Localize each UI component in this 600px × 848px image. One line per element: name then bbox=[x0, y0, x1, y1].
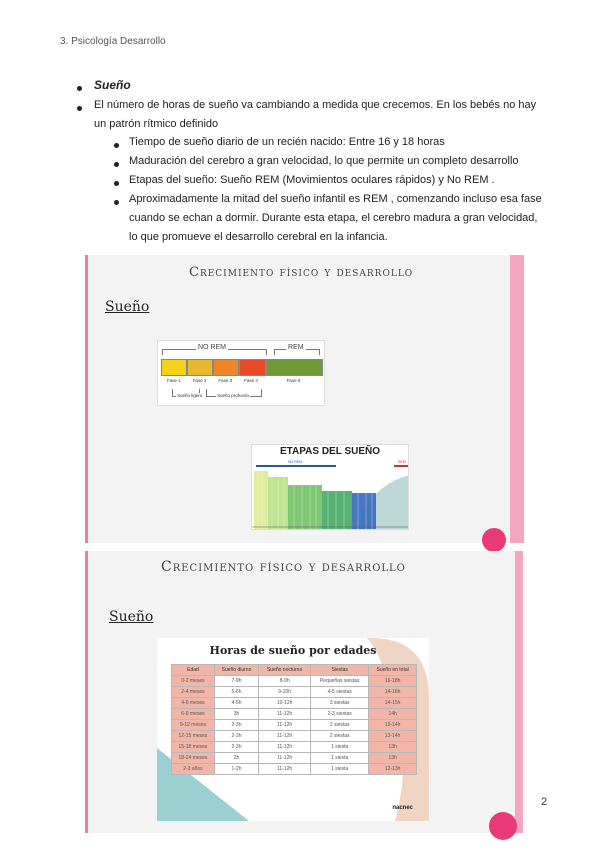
table-cell: 2-3h bbox=[214, 731, 258, 742]
stages-image-title: ETAPAS DEL SUEÑO bbox=[279, 446, 380, 457]
phase-labels bbox=[161, 378, 323, 383]
slide-2-right-bar bbox=[515, 551, 523, 833]
slide-title: Crecimiento físico y desarrollo bbox=[161, 559, 406, 575]
table-cell: 11-12h bbox=[259, 753, 311, 764]
table-row bbox=[172, 731, 417, 742]
document-header: 3. Psicología Desarrollo bbox=[60, 36, 166, 47]
table-cell: 13h bbox=[369, 742, 417, 753]
table-row bbox=[172, 742, 417, 753]
table-cell: 11-12h bbox=[259, 742, 311, 753]
table-cell: 2-3h bbox=[214, 720, 258, 731]
header-age: Edad bbox=[172, 665, 215, 676]
phase-4-bar bbox=[239, 359, 265, 376]
bullet-dot bbox=[77, 86, 82, 91]
table-cell: 18-24 meses bbox=[172, 753, 215, 764]
bullet-dot bbox=[114, 200, 119, 205]
table-body bbox=[172, 676, 417, 775]
table-cell: 8-9h bbox=[259, 676, 311, 687]
table-cell: 11-12h bbox=[259, 731, 311, 742]
table-cell: 5-6h bbox=[214, 687, 258, 698]
deep-sleep-label: Sueño profundo bbox=[217, 393, 250, 398]
table-row bbox=[172, 698, 417, 709]
sub-bullet-4: Aproximadamente la mitad del sueño infantil es REM , comenzando incluso esa fase bbox=[129, 193, 542, 205]
bullet-dot bbox=[114, 162, 119, 167]
table-cell: 9-12 meses bbox=[172, 720, 215, 731]
sub-bullet-2: Maduración del cerebro a gran velocidad, lo que permite un completo desarrollo bbox=[129, 155, 519, 167]
sleep-stages-image bbox=[251, 444, 409, 530]
slide-title: Crecimiento físico y desarrollo bbox=[189, 265, 414, 280]
table-cell: 1-2h bbox=[214, 764, 258, 775]
sub-bullet-4-cont2: lo que promueve el desarrollo cerebral en la infancia. bbox=[129, 231, 388, 243]
table-cell: 11-12h bbox=[259, 764, 311, 775]
main-bullet-cont: un patrón rítmico definido bbox=[94, 118, 219, 130]
slide-subtitle: Sueño bbox=[105, 299, 150, 315]
table-cell: 2-3 siestas bbox=[311, 709, 369, 720]
sub-bullet-4-cont: cuando se echan a dormir. Durante esta etapa, el cerebro madura a gran velocidad, bbox=[129, 212, 538, 224]
brand-logo: nacnec bbox=[392, 805, 413, 811]
table-cell: 3h bbox=[214, 709, 258, 720]
slide-2 bbox=[85, 551, 515, 833]
table-cell: 0-2 meses bbox=[172, 676, 215, 687]
table-header-row bbox=[172, 665, 417, 676]
slide-left-line bbox=[85, 551, 88, 833]
phase-2-bar bbox=[187, 359, 213, 376]
table-cell: 2-3h bbox=[214, 742, 258, 753]
header-day-sleep: Sueño diurno bbox=[214, 665, 258, 676]
table-cell: 14-16h bbox=[369, 687, 417, 698]
section-heading: Sueño bbox=[94, 78, 131, 92]
phase-bars bbox=[161, 359, 323, 376]
sleep-hours-table bbox=[171, 664, 417, 775]
header-naps: Siestas bbox=[311, 665, 369, 676]
slide-1 bbox=[85, 255, 510, 543]
table-row bbox=[172, 720, 417, 731]
rem-label: REM bbox=[288, 344, 304, 351]
table-cell: 2-3 años bbox=[172, 764, 215, 775]
table-cell: 12-13h bbox=[369, 764, 417, 775]
table-cell: 14-15h bbox=[369, 698, 417, 709]
table-title: Horas de sueño por edades bbox=[209, 644, 377, 657]
phase-2-label: Fase 2 bbox=[192, 378, 207, 383]
table-cell: 11-12h bbox=[259, 720, 311, 731]
phase-1-bar bbox=[161, 359, 187, 376]
sub-bullet-3: Etapas del sueño: Sueño REM (Movimientos oculares rápidos) y No REM . bbox=[129, 174, 495, 186]
table-cell: 13h bbox=[369, 753, 417, 764]
slide-left-line bbox=[85, 255, 88, 543]
phase-3-bar bbox=[213, 359, 239, 376]
stages-rem-line bbox=[394, 465, 408, 467]
table-cell: 6-9 meses bbox=[172, 709, 215, 720]
table-cell: 11-12h bbox=[259, 709, 311, 720]
phase-1-label: Fase 1 bbox=[166, 378, 181, 383]
stages-graph bbox=[252, 471, 409, 530]
page-number: 2 bbox=[541, 796, 548, 808]
sub-bullet-1: Tiempo de sueño diario de un recién nacido: Entre 16 y 18 horas bbox=[129, 136, 445, 148]
table-row bbox=[172, 764, 417, 775]
phase-4-label: Fase 4 bbox=[244, 378, 258, 383]
table-cell: 9-10h bbox=[259, 687, 311, 698]
table-cell: 12-15 meses bbox=[172, 731, 215, 742]
bullet-dot bbox=[114, 143, 119, 148]
table-cell: 13-14h bbox=[369, 720, 417, 731]
table-cell: 2-4 meses bbox=[172, 687, 215, 698]
stages-rem-tag: REM bbox=[398, 460, 406, 464]
phase-5-bar bbox=[266, 359, 323, 376]
header-total-sleep: Sueño en total bbox=[369, 665, 417, 676]
table-cell: 3 siestas bbox=[311, 698, 369, 709]
table-cell: 14h bbox=[369, 709, 417, 720]
slide-2-corner-circle bbox=[489, 812, 517, 840]
table-cell: 13-14h bbox=[369, 731, 417, 742]
phase-5-label: Fase 5 bbox=[286, 378, 301, 383]
main-bullet: El número de horas de sueño va cambiando a medida que crecemos. En los bebés no hay bbox=[94, 99, 537, 111]
table-cell: 7-9h bbox=[214, 676, 258, 687]
table-cell: 2 siestas bbox=[311, 731, 369, 742]
slide-1-right-bar bbox=[510, 255, 524, 543]
table-cell: 16-18h bbox=[369, 676, 417, 687]
table-row bbox=[172, 676, 417, 687]
norem-label: NO REM bbox=[198, 344, 226, 351]
stages-norem-tag: NO REM bbox=[288, 460, 302, 464]
phase-3-label: Fase 3 bbox=[218, 378, 233, 383]
table-wrap bbox=[171, 664, 417, 775]
bullet-dot bbox=[114, 181, 119, 186]
sleep-hours-card bbox=[157, 638, 429, 821]
sleep-phases-diagram bbox=[157, 340, 325, 406]
table-row bbox=[172, 687, 417, 698]
table-cell: 1 siesta bbox=[311, 753, 369, 764]
header-night-sleep: Sueño nocturno bbox=[259, 665, 311, 676]
slide-subtitle: Sueño bbox=[109, 609, 154, 625]
table-cell: Pequeñas siestas bbox=[311, 676, 369, 687]
slide-1-corner-circle bbox=[482, 528, 506, 552]
table-cell: 4-6 meses bbox=[172, 698, 215, 709]
table-cell: 15-18 meses bbox=[172, 742, 215, 753]
table-row bbox=[172, 709, 417, 720]
light-sleep-label: Sueño ligero bbox=[177, 393, 203, 398]
table-cell: 2h bbox=[214, 753, 258, 764]
table-cell: 10-12h bbox=[259, 698, 311, 709]
table-cell: 1 siesta bbox=[311, 764, 369, 775]
table-cell: 4-5 siestas bbox=[311, 687, 369, 698]
table-row bbox=[172, 753, 417, 764]
table-cell: 1 siesta bbox=[311, 742, 369, 753]
table-cell: 4-5h bbox=[214, 698, 258, 709]
stages-norem-line bbox=[256, 465, 336, 467]
table-cell: 2 siestas bbox=[311, 720, 369, 731]
bullet-dot bbox=[77, 106, 82, 111]
